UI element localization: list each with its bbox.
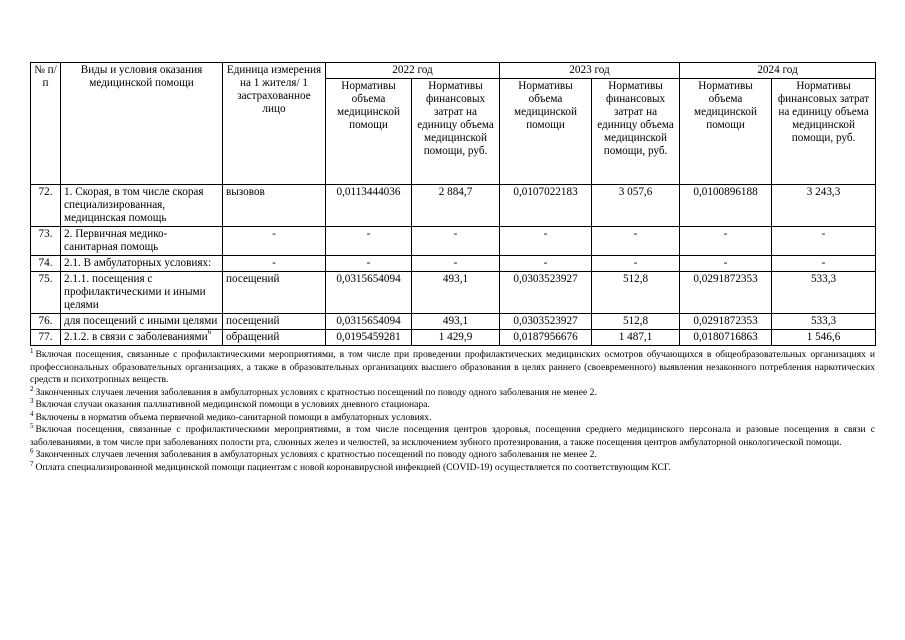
row-cost-2023 [592, 256, 680, 272]
row-cost-2022 [412, 227, 500, 256]
footnote-text: Законченных случаев лечения заболевания в амбулаторных условиях с кратностью посещений по поводу одного заболевания не менее 2. [35, 449, 597, 460]
row-volume-2024-text: 0,0291872353 [693, 273, 758, 285]
row-volume-2022-text: 0,0113444036 [336, 186, 401, 198]
header-year-2022: 2022 год [326, 63, 500, 79]
row-volume-2023-text: 0,0107022183 [513, 186, 578, 198]
row-kind [61, 314, 223, 330]
footnote-number: 2 [30, 384, 34, 393]
header-norm-volume-2023: Нормативы объема медицинской помощи [500, 79, 592, 185]
footnote-text: Законченных случаев лечения заболевания в амбулаторных условиях с кратностью посещений по поводу одного заболевания не менее 2. [35, 386, 597, 398]
header-unit: Единица измерения на 1 жителя/ 1 застрахованное лицо [223, 63, 326, 185]
row-kind-text: 1. Скорая, в том числе скорая специализированная, медицинская помощь [64, 186, 204, 224]
table-row [31, 227, 876, 256]
header-row-years [31, 63, 876, 79]
row-num [31, 227, 61, 256]
row-kind-text: 2. Первичная медико-санитарная помощь [64, 228, 168, 253]
row-volume-2023 [500, 227, 592, 256]
row-volume-2023-text: 0,0303523927 [513, 273, 578, 285]
row-num [31, 314, 61, 330]
table-row [31, 185, 876, 227]
row-num-text: 74. [38, 257, 53, 269]
row-volume-2023-text: - [543, 257, 548, 269]
row-num [31, 272, 61, 314]
row-cost-2023-text: 1 487,1 [618, 331, 653, 343]
row-unit [223, 314, 326, 330]
row-unit-text: посещений [226, 273, 280, 285]
footnote-number: 3 [30, 397, 34, 405]
row-cost-2023 [592, 185, 680, 227]
row-cost-2024-text: - [821, 228, 826, 240]
row-cost-2024 [772, 272, 876, 314]
row-volume-2024-text: 0,0100896188 [693, 186, 758, 198]
row-unit [223, 330, 326, 346]
row-cost-2022-text: - [453, 257, 458, 269]
row-unit-text: - [272, 257, 276, 269]
header-num: № п/п [31, 63, 61, 185]
row-volume-2022-text: 0,0315654094 [336, 315, 401, 327]
row-unit [223, 256, 326, 272]
row-num-text: 72. [38, 186, 53, 198]
footnote-ref: 6 [207, 328, 212, 336]
table-row [31, 330, 876, 346]
row-cost-2023 [592, 314, 680, 330]
footnote-text: Включая случаи оказания паллиативной медицинской помощи в условиях дневного стационара. [35, 399, 430, 410]
row-volume-2024-text: - [723, 257, 728, 269]
row-kind-text: 2.1.1. посещения с профилактическими и иными целями [64, 273, 206, 311]
row-cost-2022-text: 493,1 [442, 273, 469, 285]
row-volume-2024-text: - [723, 228, 728, 240]
row-volume-2022 [326, 272, 412, 314]
footnote-number: 7 [30, 459, 34, 468]
table-row [31, 314, 876, 330]
row-unit [223, 185, 326, 227]
footnote [30, 349, 875, 387]
row-cost-2023 [592, 227, 680, 256]
row-volume-2023 [500, 272, 592, 314]
footnote [30, 399, 875, 412]
row-volume-2023-text: - [543, 228, 548, 240]
row-volume-2023 [500, 314, 592, 330]
row-volume-2022-text: 0,0195459281 [336, 331, 401, 343]
row-cost-2023-text: 512,8 [622, 273, 649, 285]
row-cost-2024-text: 533,3 [810, 273, 837, 285]
row-cost-2023-text: 512,8 [622, 315, 649, 327]
row-cost-2023-text: - [633, 228, 638, 240]
header-kinds: Виды и условия оказания медицинской помощи [61, 63, 223, 185]
row-volume-2024 [680, 272, 772, 314]
row-volume-2024 [680, 330, 772, 346]
footnote-number: 1 [30, 347, 34, 355]
row-cost-2024 [772, 314, 876, 330]
row-volume-2022-text: - [366, 228, 371, 240]
row-cost-2022 [412, 314, 500, 330]
row-num-text: 76. [38, 315, 53, 327]
row-volume-2023-text: 0,0303523927 [513, 315, 578, 327]
row-kind-text: 2.1.2. в связи с заболеваниями [64, 331, 208, 343]
row-volume-2022 [326, 330, 412, 346]
row-volume-2022 [326, 314, 412, 330]
footnote [30, 424, 875, 449]
row-kind [61, 272, 223, 314]
footnote-number: 5 [30, 422, 34, 430]
row-cost-2023 [592, 272, 680, 314]
footnote-text: Включены в норматив объема первичной медико-санитарной помощи в амбулаторных условиях. [35, 411, 432, 423]
row-volume-2022 [326, 227, 412, 256]
row-unit-text: вызовов [226, 186, 265, 198]
row-cost-2024-text: 1 546,6 [806, 331, 841, 343]
row-unit [223, 227, 326, 256]
row-volume-2024 [680, 227, 772, 256]
row-cost-2023-text: 3 057,6 [618, 186, 653, 198]
row-volume-2024-text: 0,0180716863 [693, 331, 758, 343]
footnote [30, 409, 875, 425]
footnote-text: Оплата специализированной медицинской помощи пациентам с новой коронавирусной инфекцией (COVID-19) осуществляется по соответствующим КСГ. [35, 461, 671, 473]
row-volume-2024 [680, 314, 772, 330]
row-cost-2024-text: 3 243,3 [806, 186, 841, 198]
header-year-2024: 2024 год [680, 63, 876, 79]
row-cost-2022-text: 2 884,7 [438, 186, 473, 198]
row-cost-2022-text: 493,1 [442, 315, 469, 327]
row-volume-2022 [326, 256, 412, 272]
footnote [30, 384, 875, 400]
table-row [31, 256, 876, 272]
row-volume-2024 [680, 256, 772, 272]
row-cost-2023 [592, 330, 680, 346]
row-cost-2024 [772, 330, 876, 346]
row-volume-2022 [326, 185, 412, 227]
row-kind-text: для посещений с иными целями [64, 315, 218, 327]
footnote-text: Включая посещения, связанные с профилактическими мероприятиями, в том числе посещения центров здоровья, посещения среднего медицинского персонала и разовые посещения в связи с заболеваниями, в том числе при заболеваниях полости рта, слюнных желез и челюстей, за исключением зубного протезирования, а также посещения центров амбулаторной онкологической помощи. [30, 424, 875, 448]
footnote-number: 4 [30, 409, 34, 418]
row-num-text: 75. [38, 273, 53, 285]
row-unit [223, 272, 326, 314]
table-row [31, 272, 876, 314]
row-num-text: 73. [38, 228, 53, 240]
row-num-text: 77. [38, 331, 53, 343]
header-norm-cost-2022: Нормативы финансовых затрат на единицу объема медицинской помощи, руб. [412, 79, 500, 185]
row-cost-2024-text: - [821, 257, 826, 269]
row-volume-2023 [500, 185, 592, 227]
row-unit-text: обращений [226, 331, 280, 343]
footnote [30, 459, 875, 475]
row-volume-2022-text: - [366, 257, 371, 269]
row-kind [61, 227, 223, 256]
row-cost-2022-text: 1 429,9 [438, 331, 473, 343]
row-cost-2024 [772, 227, 876, 256]
row-num [31, 330, 61, 346]
row-cost-2023-text: - [633, 257, 638, 269]
row-volume-2024 [680, 185, 772, 227]
row-num [31, 185, 61, 227]
row-cost-2022 [412, 272, 500, 314]
row-volume-2023 [500, 256, 592, 272]
row-kind-text: 2.1. В амбулаторных условиях: [64, 257, 212, 269]
row-cost-2024 [772, 256, 876, 272]
row-cost-2022 [412, 185, 500, 227]
row-volume-2023 [500, 330, 592, 346]
header-norm-volume-2022: Нормативы объема медицинской помощи [326, 79, 412, 185]
footnote-number: 6 [30, 447, 34, 455]
norms-table [30, 62, 876, 346]
row-cost-2022 [412, 256, 500, 272]
row-kind [61, 330, 223, 346]
row-volume-2024-text: 0,0291872353 [693, 315, 758, 327]
row-unit-text: - [272, 228, 276, 240]
header-norm-volume-2024: Нормативы объема медицинской помощи [680, 79, 772, 185]
row-kind [61, 256, 223, 272]
row-cost-2024 [772, 185, 876, 227]
row-kind [61, 185, 223, 227]
header-norm-cost-2023: Нормативы финансовых затрат на единицу объема медицинской помощи, руб. [592, 79, 680, 185]
header-norm-cost-2024: Нормативы финансовых затрат на единицу объема медицинской помощи, руб. [772, 79, 876, 185]
row-num [31, 256, 61, 272]
row-volume-2023-text: 0,0187956676 [513, 331, 578, 343]
row-cost-2022 [412, 330, 500, 346]
row-volume-2022-text: 0,0315654094 [336, 273, 401, 285]
footnote-text: Включая посещения, связанные с профилактическими мероприятиями, в том числе при проведении профилактических медицинских осмотров обучающихся в общеобразовательных организациях и профессиональных образовательных организациях, а также в образовательных организациях высшего образования в целях раннего (своевременного) выявления незаконного потребления наркотических средств и психотропных веществ. [30, 349, 875, 385]
footnotes [30, 349, 875, 474]
row-cost-2022-text: - [453, 228, 458, 240]
header-year-2023: 2023 год [500, 63, 680, 79]
footnote [30, 449, 875, 462]
row-unit-text: посещений [226, 315, 280, 327]
document-page [30, 62, 875, 474]
row-cost-2024-text: 533,3 [810, 315, 837, 327]
